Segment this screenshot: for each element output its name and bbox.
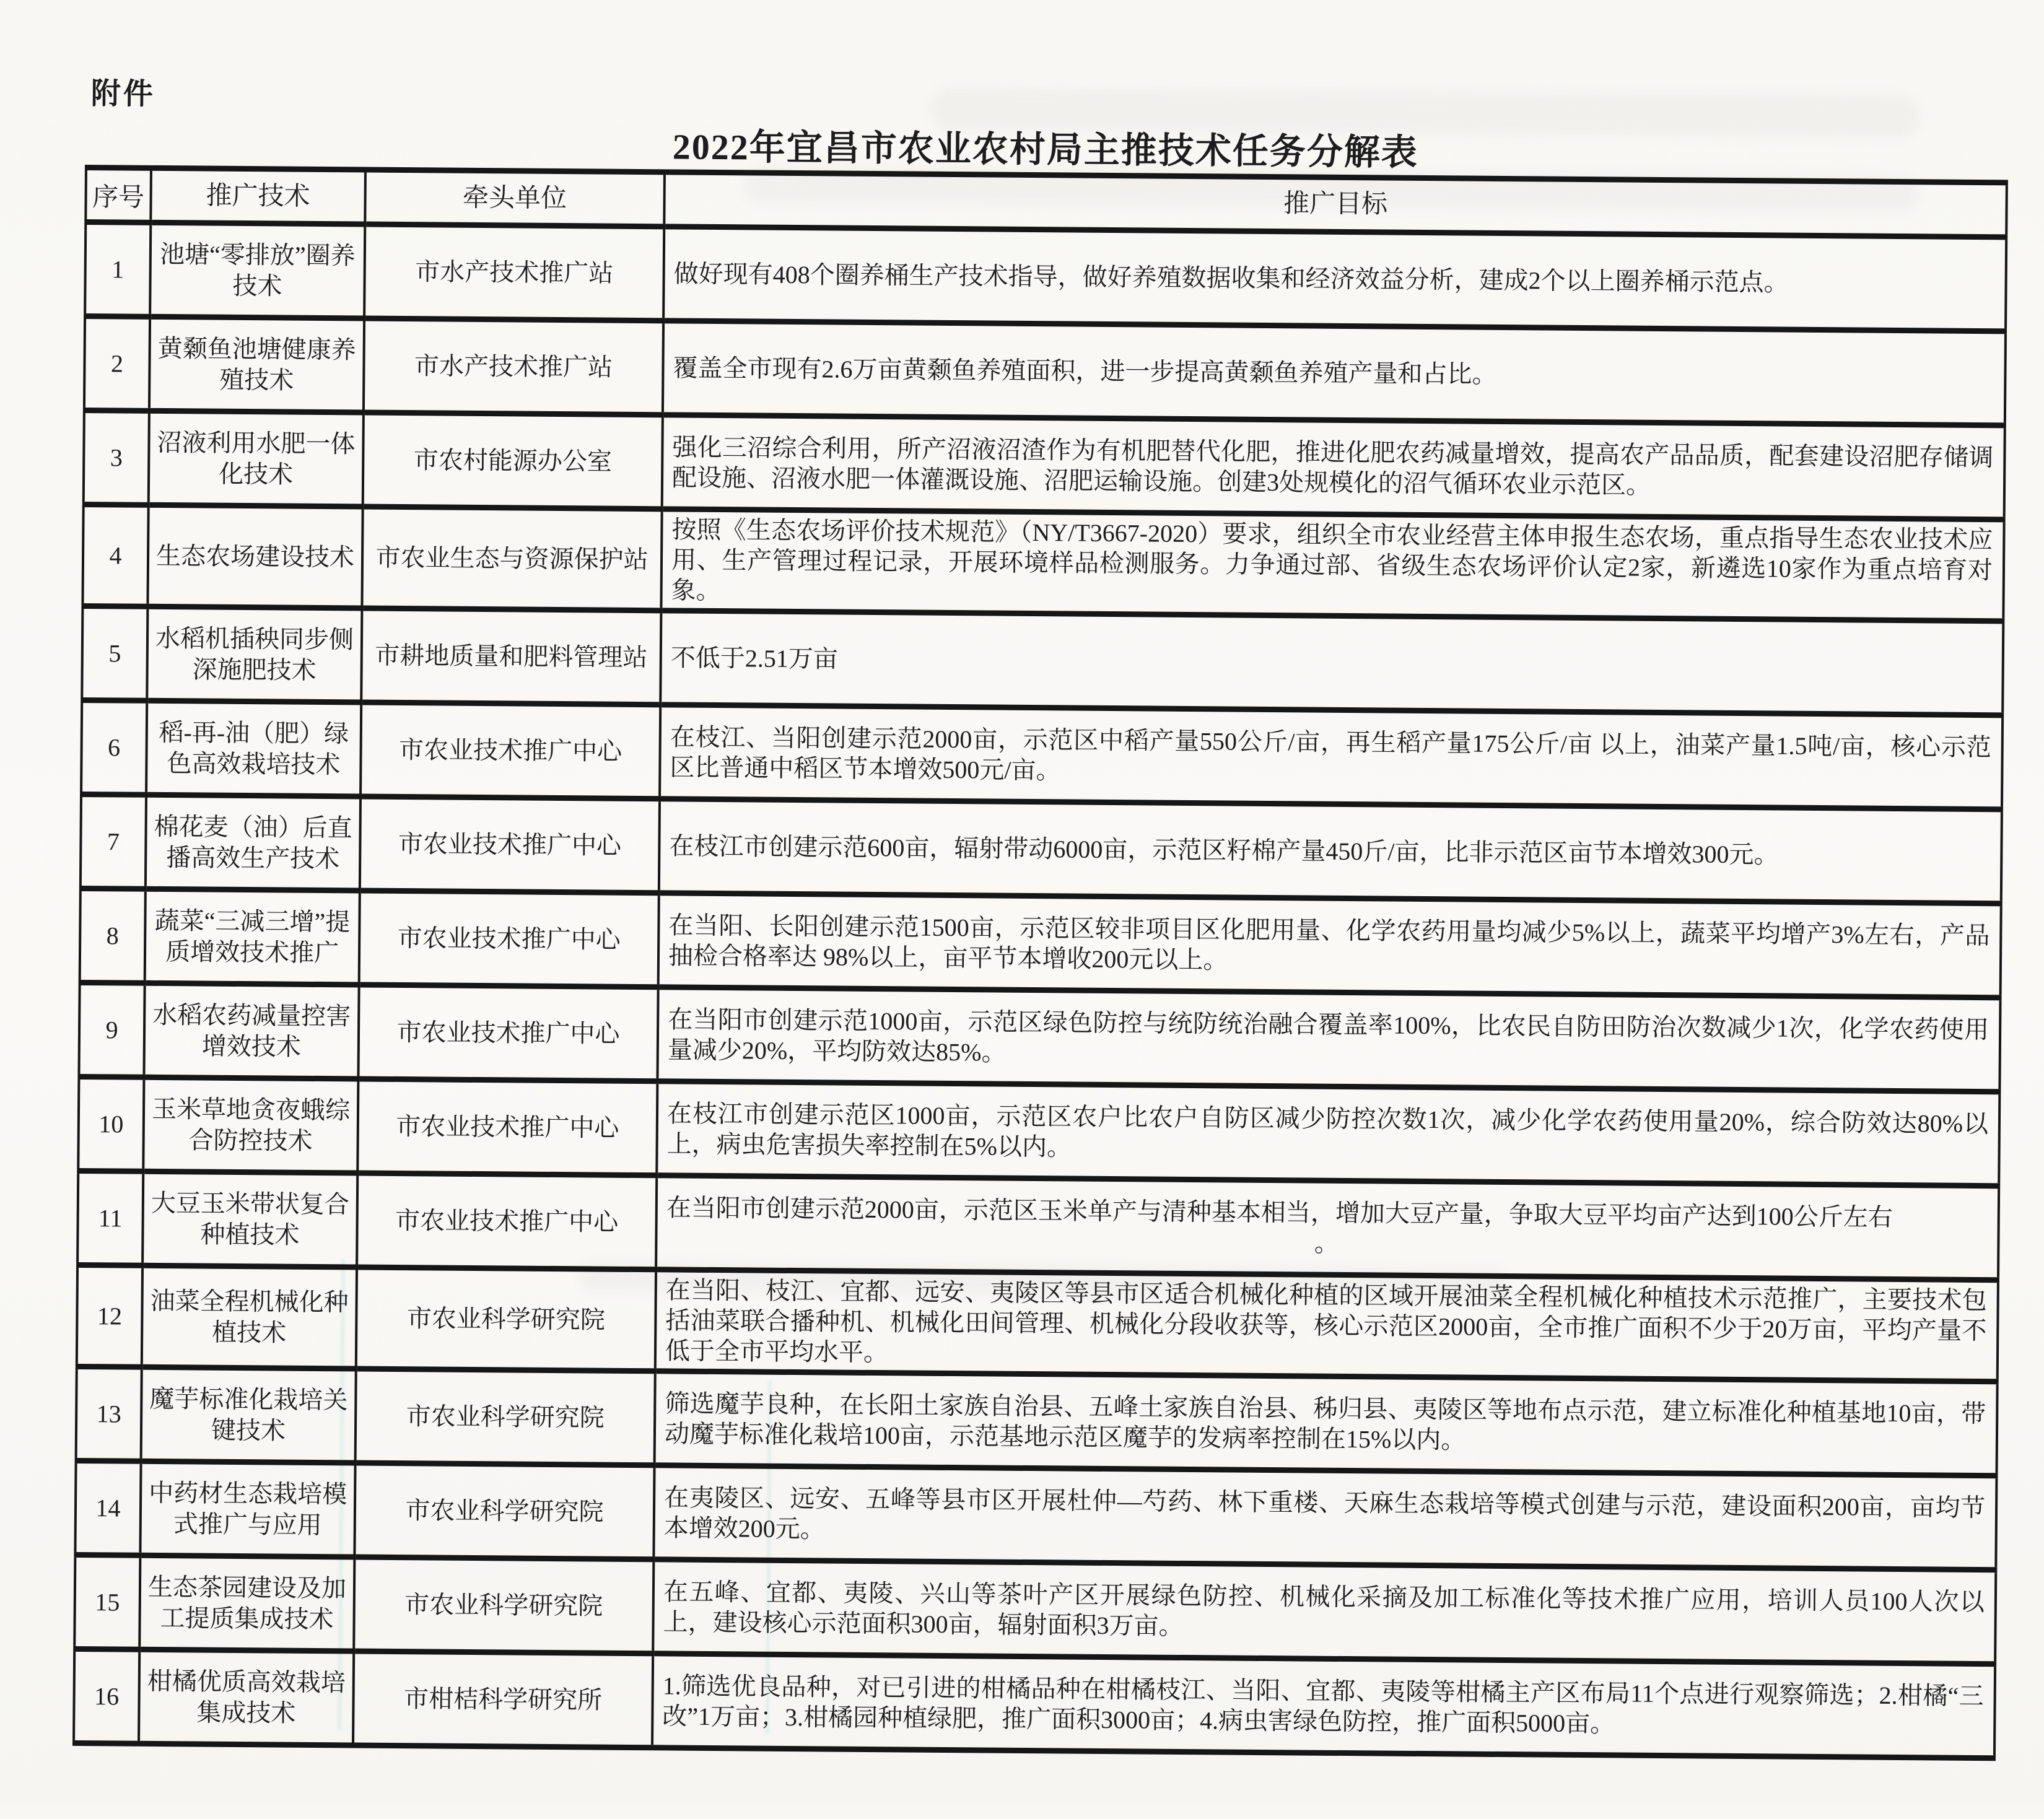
cell-target (655, 1371, 1998, 1476)
cell-tech: 生态农场建设技术 (147, 505, 362, 608)
table-row (80, 888, 2001, 997)
table-row (77, 1265, 1998, 1381)
target-text: 按照《生态农场评价技术规范》（NY/T3667-2020）要求，组织全市农业经营主体申报生态农场，重点指导生态农业技术应用、生产管理过程记录，开展环境样品检测服务。力争通过部、省级生态农场评价认定2家，新遴选10家作为重点培育对象。 (671, 515, 1993, 605)
cell-no: 4 (82, 504, 148, 606)
target-text: 在枝江市创建示范600亩，辐射带动6000亩，示范区籽棉产量450斤/亩，比非示范区亩节本增效300元。 (669, 832, 1779, 869)
cell-tech: 柑橘优质高效栽培集成技术 (139, 1649, 354, 1745)
cell-tech: 水稻机插秧同步侧深施肥技术 (147, 606, 362, 702)
cell-target (653, 1465, 1996, 1570)
table-row (74, 1649, 1995, 1758)
table-row (84, 316, 2006, 425)
cell-unit: 市农业科学研究院 (354, 1557, 653, 1654)
table-row (82, 504, 2004, 621)
target-text: 在枝江、当阳创建示范2000亩，示范区中稻产量550公斤/亩，再生稻产量175公斤/亩 以上，油菜产量1.5吨/亩，核心示范区比普通中稻区节本增效500元/亩。 (670, 722, 1991, 784)
task-table (72, 165, 2008, 1761)
cell-target (662, 415, 2005, 520)
cell-no: 5 (82, 606, 147, 700)
table-row (74, 1555, 1996, 1664)
cell-tech: 中药材生态栽培模式推广与应用 (140, 1461, 355, 1557)
target-text: 在当阳市创建示范1000亩，示范区绿色防控与统防统治融合覆盖率100%，比农民自防田防治次数减少1次，化学农药使用量减少20%，平均防效达85%。 (667, 1005, 1989, 1067)
table-row (75, 1460, 1996, 1569)
cell-target (658, 893, 2001, 998)
cell-no: 7 (81, 794, 146, 889)
cell-no: 2 (84, 316, 150, 411)
cell-tech: 大豆玉米带状复合种植技术 (142, 1171, 357, 1267)
cell-tech: 池塘“零排放”圈养技术 (150, 222, 365, 318)
cell-unit: 市农业技术推广中心 (360, 702, 660, 799)
cell-no: 12 (77, 1265, 142, 1367)
target-text: 在当阳市创建示范2000亩，示范区玉米单产与清种基本相当，增加大豆产量，争取大豆平均亩产达到100公斤左右 (666, 1193, 1893, 1231)
cell-target (655, 1270, 1998, 1382)
cell-target (660, 611, 2003, 715)
cell-no: 15 (74, 1555, 140, 1649)
cell-target (653, 1559, 1996, 1664)
table-row (79, 982, 2000, 1091)
col-header-unit: 牵头单位 (365, 170, 665, 227)
cell-target (663, 321, 2006, 425)
col-header-tech: 推广技术 (151, 168, 365, 224)
cell-target (660, 705, 2003, 809)
cell-tech: 棉花麦（油）后直播高效生产技术 (146, 795, 360, 891)
cell-target (663, 227, 2006, 331)
cell-unit: 市柑桔科学研究所 (353, 1651, 653, 1748)
cell-target (657, 1081, 1999, 1186)
cell-no: 9 (79, 982, 144, 1077)
cell-tech: 蔬菜“三减三增”提质增效技术推广 (145, 889, 360, 985)
cell-unit: 市农业技术推广中心 (358, 985, 658, 1081)
cell-tech: 玉米草地贪夜蛾综合防控技术 (143, 1077, 358, 1173)
target-text: 强化三沼综合利用，所产沼液沼渣作为有机肥替代化肥，推进化肥农药减量增效，提高农产品品质，配套建设沼肥存储调配设施、沼液水肥一体灌溉设施、沼肥运输设施。创建3处规模化的沼气循环农业示范区。 (671, 432, 1994, 499)
table-row (82, 606, 2003, 715)
cell-unit: 市农业技术推广中心 (359, 891, 659, 987)
cell-unit: 市农业技术推广中心 (357, 1079, 657, 1176)
target-text: 不低于2.51万亩 (670, 643, 838, 673)
table-row (78, 1076, 1999, 1185)
cell-unit: 市水产技术推广站 (364, 224, 664, 321)
cell-no: 6 (81, 700, 147, 795)
col-header-target: 推广目标 (664, 172, 2007, 237)
table-row (84, 410, 2005, 519)
cell-no: 13 (76, 1366, 142, 1461)
table-row (81, 700, 2003, 809)
target-text-overflow: 。 (1314, 1229, 1340, 1257)
target-text: 在枝江市创建示范区1000亩，示范区农户比农户自防区减少防控次数1次，减少化学农药使用量20%，综合防效达80%以上，病虫危害损失率控制在5%以内。 (666, 1099, 1989, 1161)
cell-unit: 市耕地质量和肥料管理站 (361, 608, 661, 705)
cell-tech: 黄颡鱼池塘健康养殖技术 (149, 316, 364, 412)
cell-unit: 市农业技术推广中心 (357, 1173, 657, 1270)
target-text: 在五峰、宜都、夷陵、兴山等茶叶产区开展绿色防控、机械化采摘及加工标准化等技术推广应用，培训人员100人次以上，建设核心示范面积300亩，辐射面积3万亩。 (663, 1577, 1985, 1640)
cell-target (657, 987, 2000, 1092)
page-title: 2022年宜昌市农业农村局主推技术任务分解表 (672, 126, 1419, 173)
target-text: 筛选魔芋良种，在长阳土家族自治县、五峰土家族自治县、秭归县、夷陵区等地布点示范，建立标准化种植基地10亩，带动魔芋标准化栽培100亩，示范基地示范区魔芋的发病率控制在15%以内。 (664, 1389, 1986, 1454)
cell-tech: 生态茶园建设及加工提质集成技术 (139, 1555, 354, 1651)
cell-no: 3 (84, 410, 149, 505)
target-text: 在当阳、长阳创建示范1500亩，示范区较非项目区化肥用量、化学农药用量均减少5%以上，蔬菜平均增产3%左右，产品抽检合格率达 98%以上，亩平节本增收200元以上。 (668, 910, 1990, 974)
cell-tech: 水稻农药减量控害增效技术 (144, 983, 359, 1079)
cell-tech: 沼液利用水肥一体化技术 (149, 411, 364, 507)
cell-no: 14 (75, 1460, 141, 1555)
cell-target (656, 1176, 1999, 1280)
table-row (77, 1171, 1999, 1280)
cell-unit: 市农村能源办公室 (363, 412, 663, 509)
cell-no: 1 (85, 222, 151, 316)
cell-target (652, 1654, 1995, 1758)
table-row (76, 1366, 1998, 1475)
cell-unit: 市农业科学研究院 (354, 1463, 654, 1559)
col-header-no: 序号 (85, 167, 151, 222)
cell-no: 11 (77, 1171, 143, 1265)
cell-tech: 油菜全程机械化种植技术 (142, 1265, 357, 1369)
cell-unit: 市水产技术推广站 (364, 318, 663, 415)
cell-unit: 市农业科学研究院 (356, 1267, 656, 1371)
table-row (85, 222, 2006, 331)
cell-no: 16 (74, 1649, 139, 1743)
cell-unit: 市农业技术推广中心 (360, 796, 660, 893)
cell-tech: 魔芋标准化栽培关键技术 (141, 1367, 356, 1463)
cell-target (659, 799, 2002, 904)
target-text: 覆盖全市现有2.6万亩黄颡鱼养殖面积，进一步提高黄颡鱼养殖产量和占比。 (673, 354, 1497, 388)
cell-tech: 稻-再-油（肥）绿色高效栽培技术 (146, 700, 361, 796)
cell-unit: 市农业科学研究院 (356, 1369, 655, 1465)
table-row (81, 794, 2002, 903)
cell-no: 10 (78, 1076, 144, 1171)
cell-unit: 市农业生态与资源保护站 (362, 507, 662, 611)
cell-no: 8 (80, 888, 146, 983)
target-text: 做好现有408个圈养桶生产技术指导，做好养殖数据收集和经济效益分析，建成2个以上圈养桶示范点。 (673, 260, 1789, 297)
cell-target (661, 509, 2004, 621)
target-text: 1.筛选优良品种，对已引进的柑橘品种在柑橘枝江、当阳、宜都、夷陵等柑橘主产区布局11个点进行观察筛选；2.柑橘“三改”1万亩；3.柑橘园种植绿肥，推广面积3000亩；4.病虫害绿色防控，推广面积5000亩。 (662, 1671, 1984, 1737)
target-text: 在夷陵区、远安、五峰等县市区开展杜仲—芍药、林下重楼、天麻生态栽培等模式创建与示范，建设面积200亩，亩均节本增效200元。 (663, 1483, 1986, 1543)
target-text: 在当阳、枝江、宜都、远安、夷陵区等县市区适合机械化种植的区域开展油菜全程机械化种植技术示范推广，主要技术包括油菜联合播种机、机械化田间管理、机械化分段收获等，核心示范区2000亩，全市推广面积不少于20万亩，平均产量不低于全市平均水平。 (665, 1276, 1987, 1367)
attachment-label: 附件 (90, 77, 156, 111)
